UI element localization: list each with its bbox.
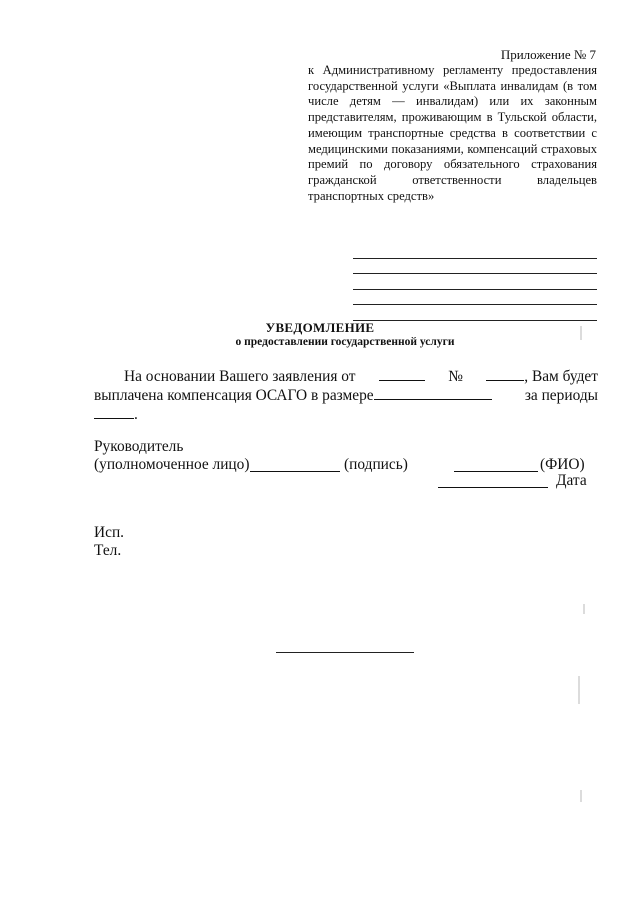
body-text-basis: На основании Вашего заявления от (124, 368, 356, 385)
signature-blank (250, 458, 340, 472)
addressee-line (353, 274, 597, 290)
executor-label: Исп. (94, 524, 125, 541)
addressee-line (353, 290, 597, 306)
body-text-compensation: выплачена компенсация ОСАГО в размере (94, 387, 374, 404)
date-row (438, 472, 588, 490)
application-date-blank (379, 367, 425, 381)
date-blank (438, 474, 548, 488)
addressee-line (353, 243, 597, 259)
body-text-periods: за периоды (524, 387, 598, 404)
scan-artifact (578, 676, 580, 704)
phone-label: Тел. (94, 542, 122, 559)
body-text-will-be: , Вам будет (524, 368, 598, 385)
scan-artifact (583, 604, 585, 614)
amount-group (94, 386, 492, 405)
body-line-3 (94, 405, 598, 424)
document-subtitle: о предоставлении государственной услуги (235, 336, 455, 348)
document-title: УВЕДОМЛЕНИЕ (265, 320, 375, 335)
authorized-person-label: (уполномоченное лицо) (94, 456, 250, 473)
compensation-amount-blank (374, 386, 492, 400)
scan-artifact (580, 790, 582, 802)
number-group (486, 367, 598, 386)
body-text-end: . (134, 406, 138, 423)
notification-body (94, 367, 598, 424)
application-number-blank (486, 367, 524, 381)
date-label: Дата (556, 472, 587, 489)
body-line-1 (94, 367, 598, 386)
fio-label: (ФИО) (540, 456, 585, 473)
addressee-lines (353, 243, 597, 321)
fio-blank (454, 458, 538, 472)
addressee-line (353, 305, 597, 321)
body-line-2 (94, 386, 598, 405)
signatory-title: Руководитель (94, 438, 184, 455)
scan-artifact (580, 326, 582, 340)
bottom-separator-line (276, 652, 414, 653)
appendix-reference-text: к Административному регламенту предоставления государственной услуги «Выплата инвалидам (в том числе детям — инвалидам) или их законным представителям, проживающим в Тульской области, имеющим транспортные средства в соответствии с медицинскими показаниями, компенсаций страховых премий по договору обязательного страхования гражданской ответственности владельцев транспортных средств» (308, 63, 597, 203)
number-sign: № (448, 368, 463, 385)
appendix-number: Приложение № 7 (500, 47, 596, 62)
addressee-line (353, 259, 597, 275)
period-blank (94, 405, 134, 419)
signature-label: (подпись) (344, 456, 408, 473)
